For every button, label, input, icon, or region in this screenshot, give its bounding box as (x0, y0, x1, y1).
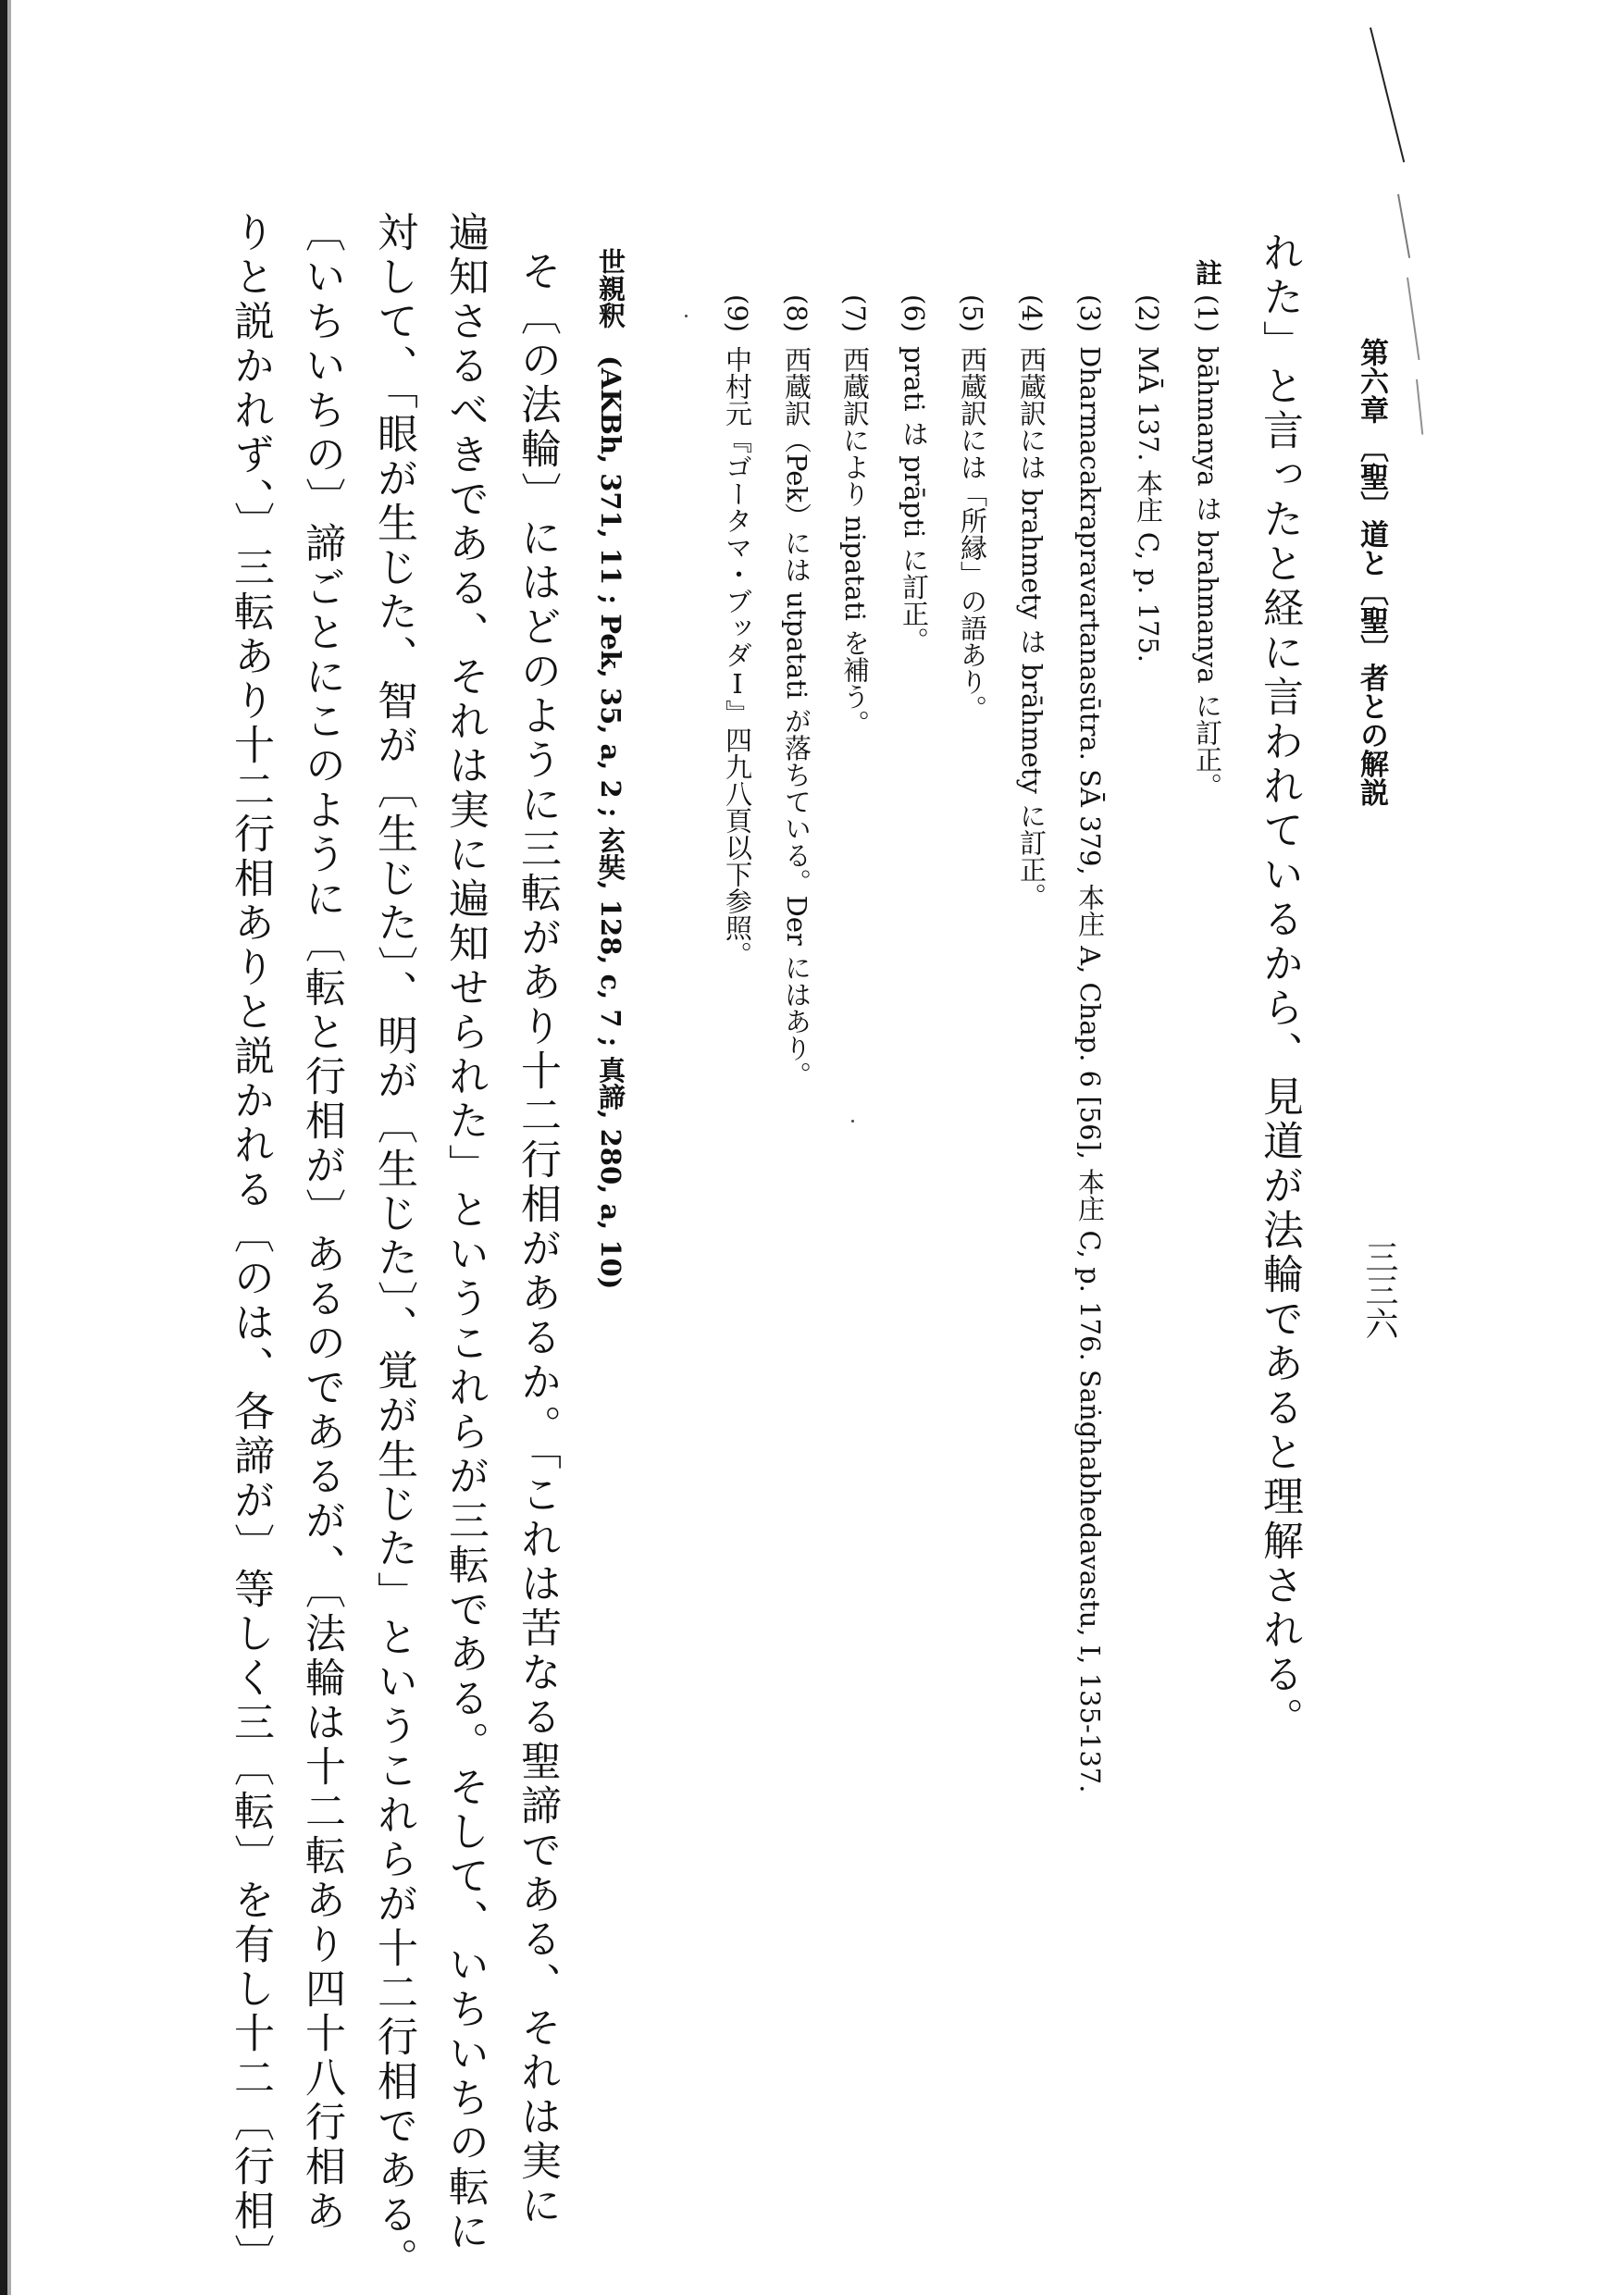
note-item (1016, 294, 1048, 911)
scan-artifact-dash (1397, 194, 1410, 258)
note-text: Dharmacakrapravartanasūtra. SĀ 379, 本庄 A, Chap. 6 [56], 本庄 C, p. 176. Saṅghabhedavastu, I, 135-137. (1074, 346, 1106, 1793)
note-text: bāhmanya は brahmanya に訂正。 (1192, 346, 1223, 800)
lead-line: れた」と言ったと経に言われているから、見道が法輪であると理解される。 (1256, 231, 1303, 1742)
scan-artifact-dot (685, 315, 688, 317)
scan-edge (0, 0, 7, 2295)
note-item (899, 294, 930, 654)
note-item (722, 294, 753, 969)
body-line: そ〔の法輪〕にはどのように三転があり十二行相があるか。「これは苦なる聖諦である、それは実に (514, 250, 561, 2228)
note-text: 西蔵訳には brahmety は brāhmety に訂正。 (1016, 346, 1048, 911)
notes-label: 註 (1192, 259, 1223, 286)
note-number: (1) (1192, 294, 1223, 333)
scan-artifact-line (1370, 28, 1405, 163)
note-text: 西蔵訳には「所縁」の語あり。 (957, 346, 988, 723)
note-text: 中村元『ゴータマ・ブッダⅠ』四九八頁以下参照。 (722, 346, 753, 969)
scan-artifact-dot (851, 1120, 854, 1123)
note-item (1074, 294, 1106, 1793)
note-number: (3) (1074, 294, 1106, 333)
note-item (1133, 294, 1164, 664)
page-number: 三三六 (1360, 1240, 1398, 1340)
note-number: (7) (839, 294, 871, 333)
scan-edge-shadow (7, 0, 11, 2295)
note-item (1194, 294, 1221, 800)
note-number: (2) (1133, 294, 1164, 333)
note-number: (8) (781, 294, 812, 333)
body-line: りと説かれず、〕三転あり十二行相ありと説かれる〔のは、各諦が〕等しく三〔転〕を有し十二〔行相〕 (227, 211, 274, 2278)
chapter-header: 第六章 〔聖〕道と〔聖〕者との解説 (1355, 338, 1388, 807)
section-heading: 世親釈 (AKBh, 371, 11 ; Pek, 35, a, 2 ; 玄奘, 128, c, 7 ; 真諦, 280, a, 10) (595, 248, 626, 1290)
note-number: (9) (722, 294, 753, 333)
note-text: MĀ 137. 本庄 C, p. 175. (1133, 346, 1164, 664)
note-item (959, 294, 986, 722)
note-text: 西蔵訳（Pek）には utpatati が落ちている。Der にはあり。 (781, 346, 812, 1089)
note-text: 西蔵訳により nipatati を補う。 (839, 346, 871, 738)
note-item (839, 294, 871, 738)
scan-artifact-dash (1416, 379, 1423, 435)
body-line: 〔いちいちの〕諦ごとにこのように〔転と行相が〕あるのであるが、〔法輪は十二転あり四十八行相あ (298, 211, 345, 2234)
note-number: (6) (899, 294, 930, 333)
note-item (783, 294, 810, 1088)
scan-artifact-dash (1407, 278, 1420, 360)
body-line: 対して、「眼が生じた、智が〔生じた〕、明が〔生じた〕、覚が生じた」というこれらが十二行相である。 (370, 211, 417, 2282)
body-line: 遍知さるべきである、それは実に遍知せられた」というこれらが三転である。そして、いちいちの転に (441, 211, 489, 2254)
note-number: (4) (1016, 294, 1048, 333)
note-number: (5) (957, 294, 988, 333)
note-text: prati は prāpti に訂正。 (899, 346, 930, 654)
